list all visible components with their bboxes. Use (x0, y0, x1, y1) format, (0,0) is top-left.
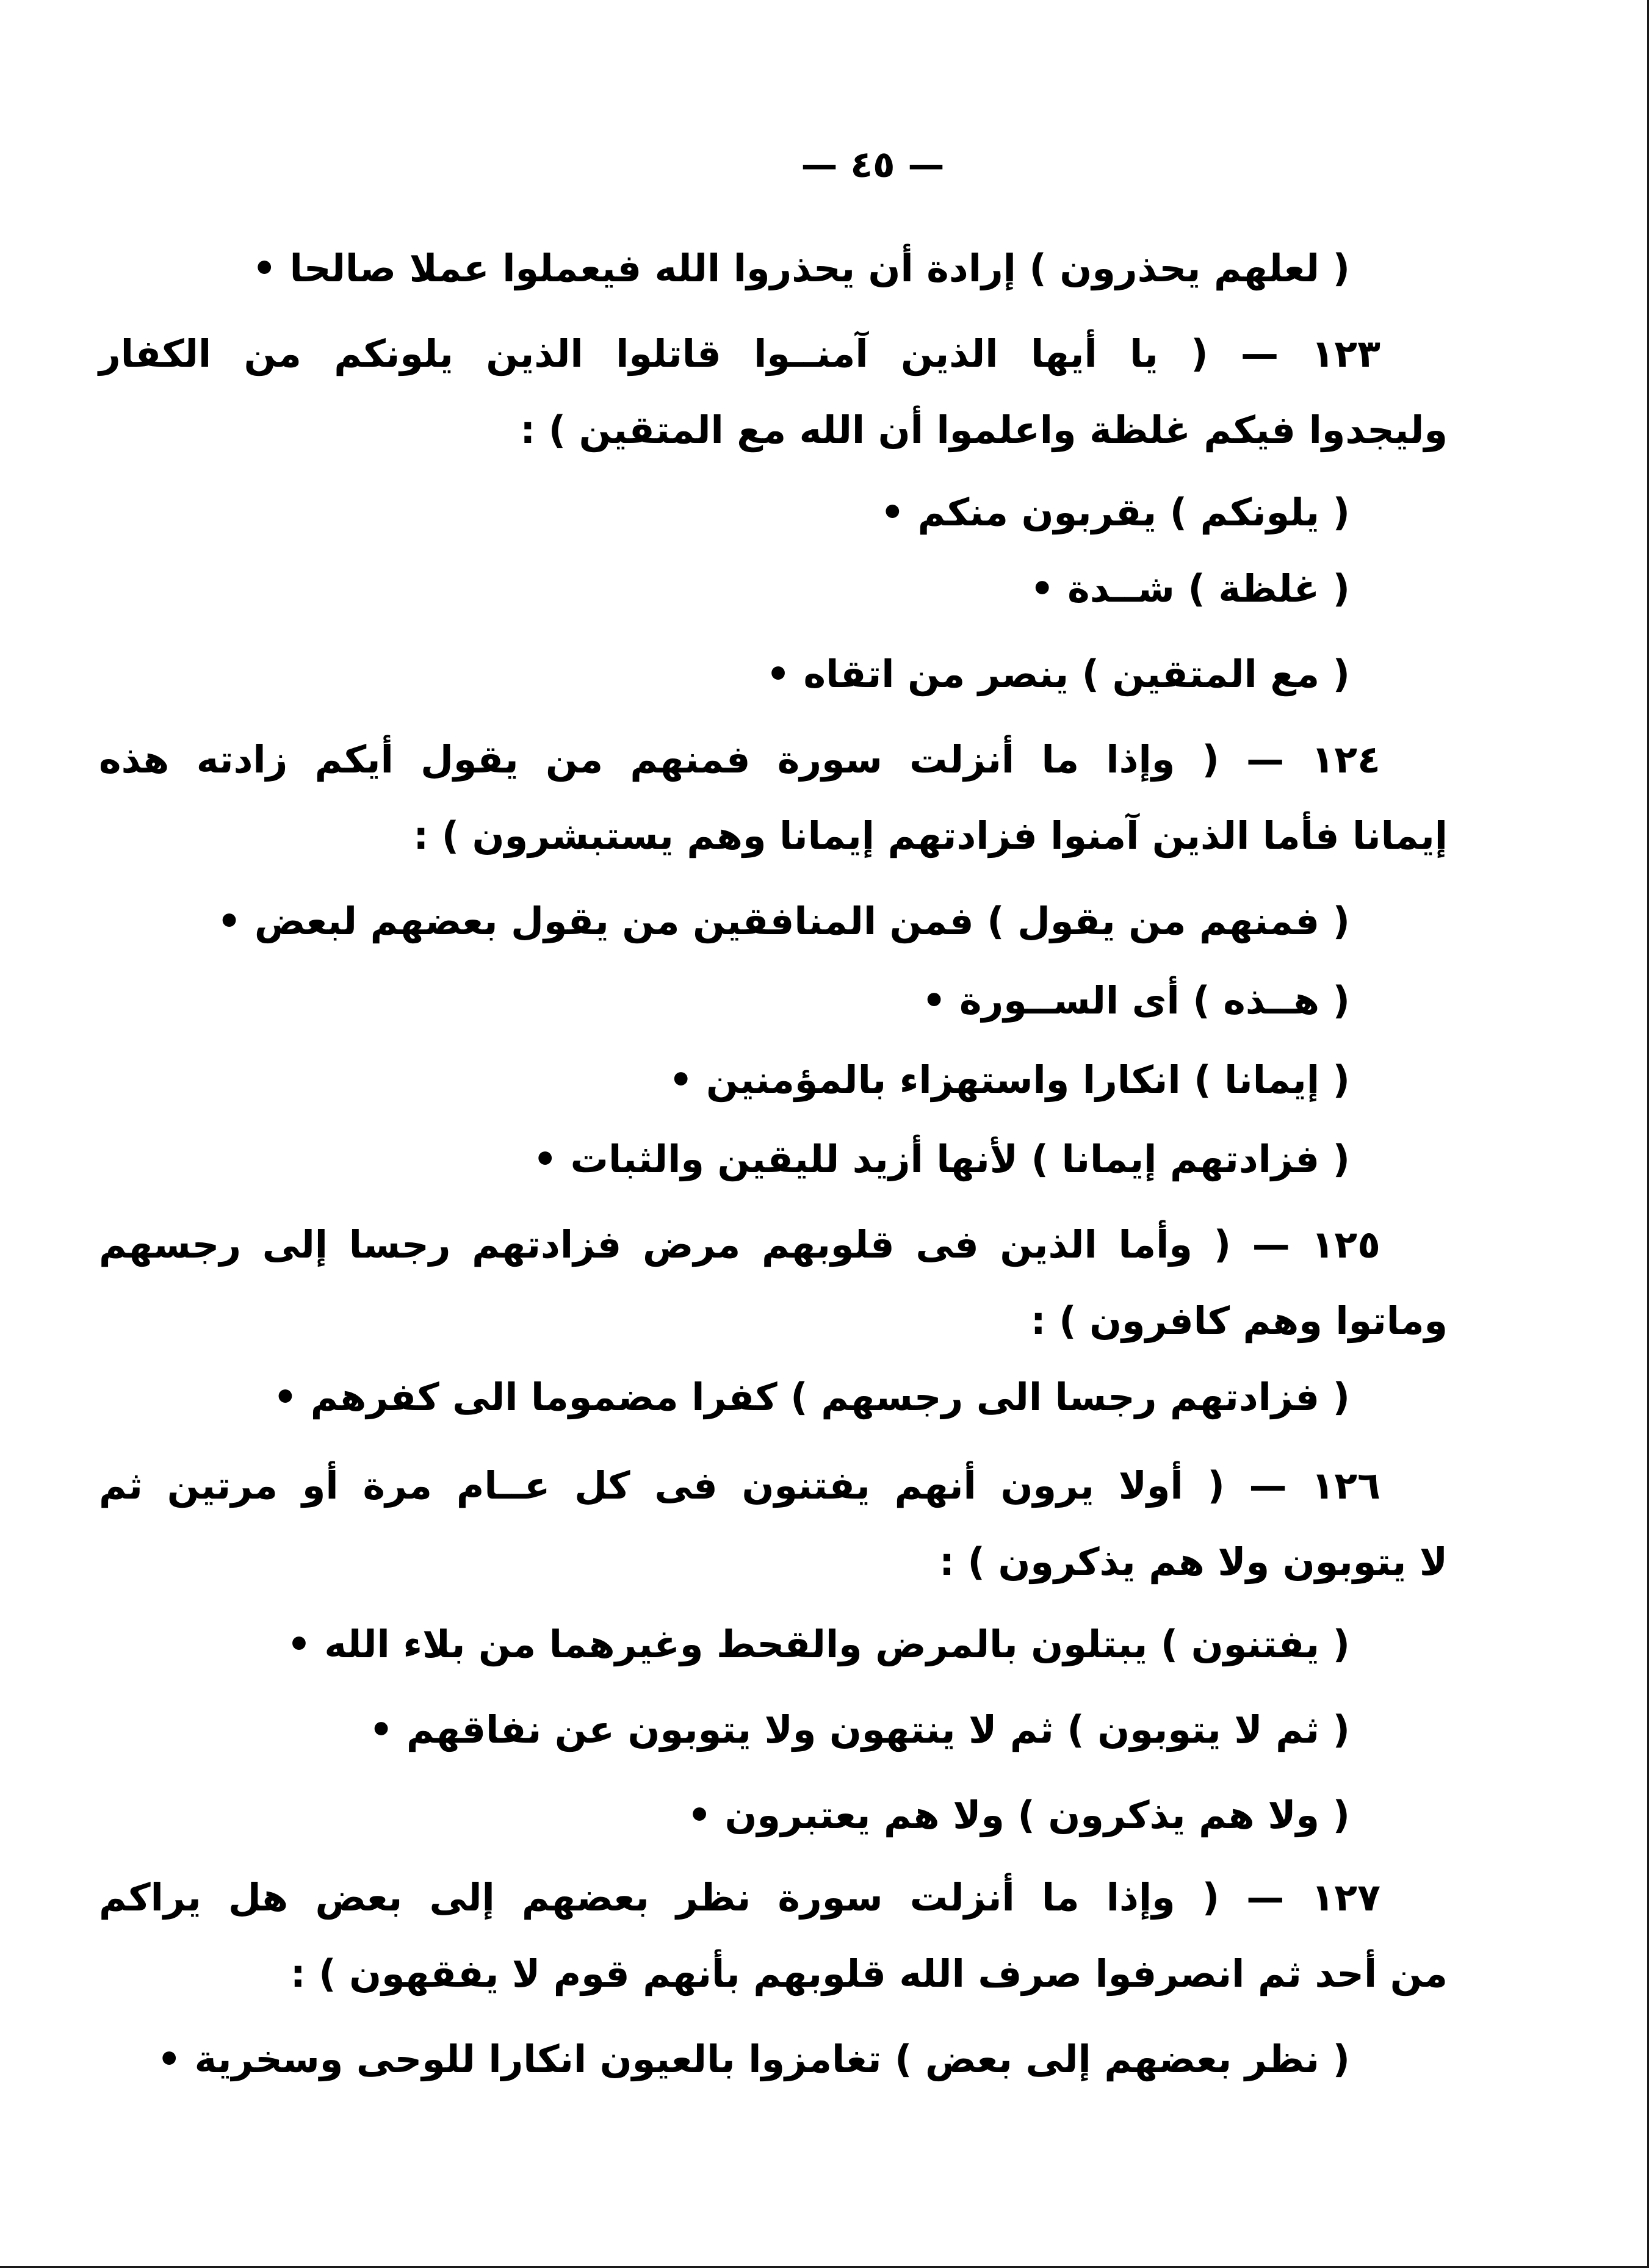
gloss-line: ( ثم لا يتوبون ) ثم لا ينتهون ولا يتوبون عن نفاقهم • (369, 1707, 1350, 1752)
verse-line-123-b: وليجدوا فيكم غلظة واعلموا أن الله مع المتقين ) : (520, 408, 1448, 452)
gloss-line: ( يفتنون ) يبتلون بالمرض والقحط وغيرهما من بلاء الله • (287, 1622, 1350, 1666)
verse-line-126-a: ١٢٦ — ( أولا يرون أنهم يفتنون فى كل عــام مرة أو مرتين ثم (99, 1463, 1380, 1508)
page-number: — ٤٥ — (801, 143, 945, 186)
gloss-line: ( ولا هم يذكرون ) ولا هم يعتبرون • (687, 1793, 1350, 1837)
gloss-line: ( يلونكم ) يقربون منكم • (880, 490, 1350, 535)
gloss-line: ( مع المتقين ) ينصر من اتقاه • (766, 652, 1350, 696)
gloss-line: ( نظر بعضهم إلى بعض ) تغامزوا بالعيون انكارا للوحى وسخرية • (157, 2037, 1350, 2081)
verse-line-126-b: لا يتوبون ولا هم يذكرون ) : (939, 1539, 1448, 1584)
verse-line-127-b: من أحد ثم انصرفوا صرف الله قلوبهم بأنهم قوم لا يفقهون ) : (290, 1951, 1448, 1996)
gloss-line: ( هــذه ) أى الســورة • (922, 978, 1350, 1023)
verse-line-124-a: ١٢٤ — ( وإذا ما أنزلت سورة فمنهم من يقول أيكم زادته هذه (99, 737, 1380, 782)
verse-line-124-b: إيمانا فأما الذين آمنوا فزادتهم إيمانا وهم يستبشرون ) : (413, 813, 1448, 858)
gloss-line: ( فزادتهم رجسا الى رجسهم ) كفرا مضموما الى كفرهم • (273, 1375, 1350, 1419)
verse-line-125-b: وماتوا وهم كافرون ) : (1030, 1298, 1448, 1343)
verse-line-127-a: ١٢٧ — ( وإذا ما أنزلت سورة نظر بعضهم إلى بعض هل يراكم (99, 1875, 1380, 1920)
gloss-line: ( إيمانا ) انكارا واستهزاء بالمؤمنين • (668, 1057, 1350, 1102)
verse-line-125-a: ١٢٥ — ( وأما الذين فى قلوبهم مرض فزادتهم رجسا إلى رجسهم (99, 1222, 1380, 1267)
gloss-line: ( فزادتهم إيمانا ) لأنها أزيد لليقين والثبات • (533, 1137, 1350, 1181)
gloss-line: ( لعلهم يحذرون ) إرادة أن يحذروا الله فيعملوا عملا صالحا • (252, 246, 1350, 290)
verse-line-123-a: ١٢٣ — ( يا أيها الذين آمنــوا قاتلوا الذين يلونكم من الكفار (99, 331, 1380, 376)
gloss-line: ( فمنهم من يقول ) فمن المنافقين من يقول بعضهم لبعض • (217, 899, 1350, 943)
gloss-line: ( غلظة ) شــدة • (1030, 566, 1350, 611)
